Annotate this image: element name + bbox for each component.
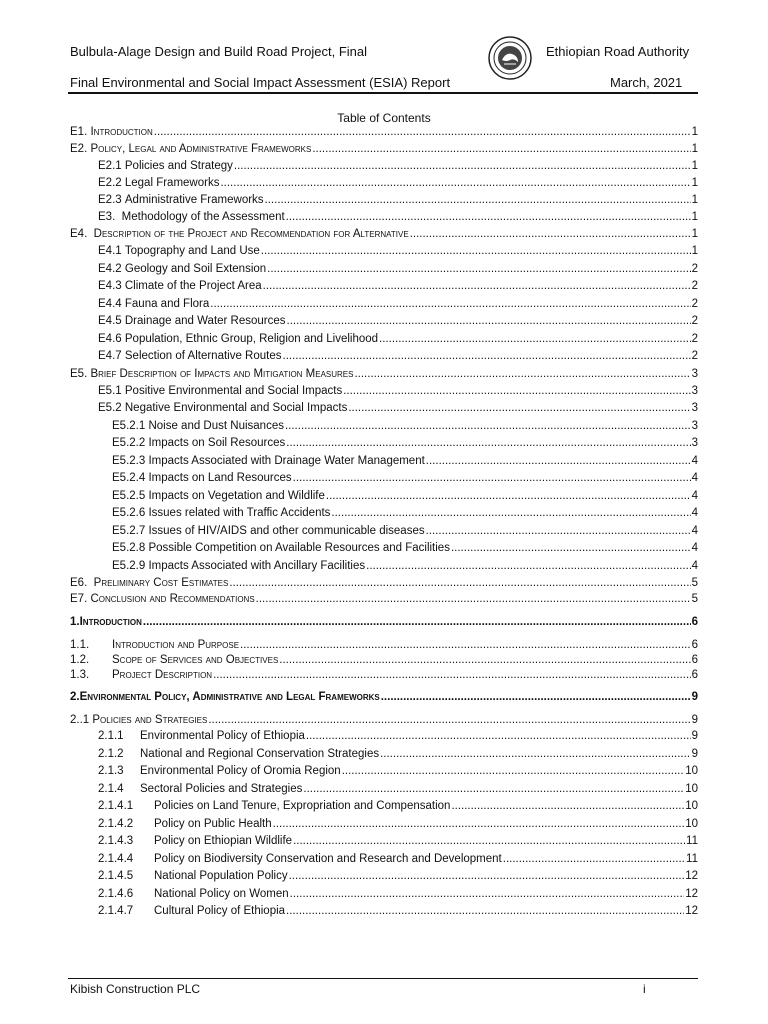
- toc-entry-number: E5.2.5: [112, 490, 146, 502]
- toc-entry-number: 2.1.4.2: [98, 818, 134, 830]
- toc-entry-number: E4.1: [98, 245, 122, 257]
- toc-entry-number: E4.2: [98, 263, 122, 275]
- toc-entry-chapter[interactable]: [70, 689, 698, 706]
- toc-entry-label: Scope of Services and Objectives: [112, 654, 279, 666]
- toc-entry-label: Introduction and Purpose: [112, 639, 240, 651]
- toc-entry-number: 2..1: [70, 714, 90, 726]
- toc-entry-number: E4.3: [98, 280, 122, 292]
- toc-entry-number: E2.2: [98, 177, 122, 189]
- toc-entry-page: 12: [685, 870, 698, 882]
- toc-entry-number: 1.: [70, 616, 80, 628]
- toc-entry-number: E3.: [98, 211, 116, 223]
- toc-entry-number: E5.2.8: [112, 542, 146, 554]
- toc-entry-page: 4: [691, 542, 698, 554]
- toc-entry-page: 12: [685, 888, 698, 900]
- toc-entry[interactable]: [98, 851, 698, 868]
- toc-entry-label: Sectoral Policies and Strategies: [140, 783, 303, 795]
- toc-entry-number: 2.1.2: [98, 748, 124, 760]
- toc-entry-number: 1.2.: [70, 654, 90, 666]
- toc-entry-number: E2.3: [98, 194, 122, 206]
- toc-entry-label: Policies and Strategy: [124, 160, 233, 172]
- toc-entry-number: E5.2.9: [112, 560, 146, 572]
- toc-entry[interactable]: [112, 453, 698, 470]
- toc-entry-label: Fauna and Flora: [124, 298, 210, 310]
- toc-leader: [293, 470, 691, 487]
- toc-entry-page: 9: [691, 714, 698, 726]
- toc-entry-number: E5.2: [98, 402, 122, 414]
- toc-entry-number: E6.: [70, 577, 88, 589]
- toc-leader: [426, 523, 691, 540]
- toc-entry-page: 4: [691, 490, 698, 502]
- toc-entry-page: 5: [691, 577, 698, 589]
- toc-entry-page: 10: [685, 818, 698, 830]
- toc-entry-number: E5.2.4: [112, 472, 146, 484]
- toc-entry-page: 10: [685, 800, 698, 812]
- toc-entry-page: 4: [691, 525, 698, 537]
- toc-leader: [283, 348, 691, 365]
- toc-entry[interactable]: [70, 575, 698, 592]
- toc-entry-label: Environmental Policy of Oromia Region: [140, 765, 341, 777]
- toc-entry-number: 2.1.1: [98, 730, 124, 742]
- toc-entry-number: E4.7: [98, 350, 122, 362]
- toc-entry[interactable]: [112, 505, 698, 522]
- toc-entry-page: 6: [691, 639, 698, 651]
- toc-leader: [154, 124, 691, 141]
- toc-leader: [354, 366, 690, 383]
- toc-leader: [293, 833, 685, 850]
- toc-entry-label: Description of the Project and Recommendation for Alternative: [93, 228, 409, 240]
- toc-leader: [286, 435, 690, 452]
- toc-entry-label: Preliminary Cost Estimates: [93, 577, 229, 589]
- toc-entry-label: Environmental Policy of Ethiopia: [140, 730, 305, 742]
- toc-entry-number: E2.1: [98, 160, 122, 172]
- toc-entry-page: 2: [691, 333, 698, 345]
- toc-entry[interactable]: [98, 331, 698, 348]
- toc-entry-page: 1: [691, 228, 698, 240]
- toc-leader: [503, 851, 685, 868]
- header-authority: Ethiopian Road Authority: [546, 44, 690, 59]
- toc-entry[interactable]: [98, 781, 698, 798]
- toc-leader: [306, 728, 691, 745]
- toc-entry-page: 3: [691, 420, 698, 432]
- toc-leader: [451, 540, 691, 557]
- toc-leader: [287, 313, 691, 330]
- toc-entry-page: 2: [691, 315, 698, 327]
- toc-entry-page: 2: [691, 298, 698, 310]
- toc-entry-number: 2.1.3: [98, 765, 124, 777]
- toc-entry-page: 4: [691, 507, 698, 519]
- toc-entry[interactable]: [98, 243, 698, 260]
- toc-leader: [331, 505, 690, 522]
- toc-leader: [410, 226, 691, 243]
- toc-leader: [426, 453, 691, 470]
- toc-entry-label: Topography and Land Use: [124, 245, 260, 257]
- toc-entry-number: E5.2.7: [112, 525, 146, 537]
- toc-entry-label: Drainage and Water Resources: [124, 315, 286, 327]
- toc-entry-label: Noise and Dust Nuisances: [148, 420, 284, 432]
- toc-leader: [451, 798, 684, 815]
- toc-entry-page: 10: [685, 783, 698, 795]
- toc-entry-label: Selection of Alternative Routes: [124, 350, 282, 362]
- toc-entry-label: National and Regional Conservation Strategies: [140, 748, 380, 760]
- toc-leader: [273, 816, 685, 833]
- toc-entry[interactable]: [70, 366, 698, 383]
- toc-entry-page: 1: [691, 245, 698, 257]
- toc-entry-number: E4.: [70, 228, 88, 240]
- toc-entry-page: 1: [691, 126, 698, 138]
- toc-entry-label: Impacts Associated with Ancillary Facilities: [148, 560, 366, 572]
- header-date: March, 2021: [610, 75, 683, 90]
- toc-entry[interactable]: [112, 418, 698, 435]
- toc-entry[interactable]: [70, 591, 698, 608]
- toc-entry-label: Legal Frameworks: [124, 177, 220, 189]
- toc-entry-page: 1: [691, 160, 698, 172]
- toc-leader: [143, 614, 691, 631]
- toc-entry-label: Introduction: [90, 126, 153, 138]
- toc-leader: [234, 158, 691, 175]
- toc-entry-page: 11: [686, 853, 698, 865]
- toc-entry[interactable]: [112, 523, 698, 540]
- toc-entry[interactable]: [98, 348, 698, 365]
- toc-entry-page: 4: [691, 472, 698, 484]
- toc-entry[interactable]: [98, 728, 698, 745]
- toc-entry-page: 6: [691, 669, 698, 681]
- toc-leader: [265, 192, 691, 209]
- toc-entry-label: Environmental Policy, Administrative and Legal Frameworks: [79, 691, 380, 703]
- toc-entry-page: 3: [691, 368, 698, 380]
- toc-entry[interactable]: [98, 313, 698, 330]
- toc-leader: [285, 418, 691, 435]
- toc-entry[interactable]: [98, 209, 698, 226]
- toc-entry-page: 1: [691, 143, 698, 155]
- toc-entry-number: E4.6: [98, 333, 122, 345]
- toc-entry-page: 2: [691, 280, 698, 292]
- toc-entry-label: Issues of HIV/AIDS and other communicable diseases: [148, 525, 425, 537]
- toc-entry-label: Policy, Legal and Administrative Frameworks: [90, 143, 312, 155]
- toc-entry-page: 10: [685, 765, 698, 777]
- toc-entry-number: E2.: [70, 143, 88, 155]
- toc-entry-page: 5: [691, 593, 698, 605]
- toc-entry-number: 2.1.4.5: [98, 870, 134, 882]
- toc-entry-label: Cultural Policy of Ethiopia: [154, 905, 286, 917]
- toc-entry-label: Impacts on Soil Resources: [148, 437, 286, 449]
- toc-entry-page: 4: [691, 560, 698, 572]
- toc-entry[interactable]: [98, 192, 698, 209]
- toc-entry-page: 1: [691, 211, 698, 223]
- toc-entry-page: 4: [691, 455, 698, 467]
- toc-entry-label: Issues related with Traffic Accidents: [148, 507, 331, 519]
- toc-entry-number: E7.: [70, 593, 88, 605]
- toc-entry[interactable]: [98, 296, 698, 313]
- toc-entry-label: Methodology of the Assessment: [121, 211, 285, 223]
- toc-entry[interactable]: [98, 261, 698, 278]
- toc-entry-label: Project Description: [112, 669, 213, 681]
- toc-entry-label: Impacts on Vegetation and Wildlife: [148, 490, 325, 502]
- toc-entry-number: 1.3.: [70, 669, 90, 681]
- toc-leader: [303, 781, 684, 798]
- toc-entry-page: 6: [691, 616, 698, 628]
- toc-entry-page: 3: [691, 385, 698, 397]
- toc-leader: [267, 261, 690, 278]
- toc-leader: [210, 296, 690, 313]
- toc-entry[interactable]: [70, 141, 698, 158]
- header-project: Bulbula-Alage Design and Build Road Project, Final: [70, 44, 368, 59]
- toc-entry-label: Policy on Biodiversity Conservation and Research and Development: [154, 853, 502, 865]
- toc-entry-number: E5.2.6: [112, 507, 146, 519]
- toc-entry-number: E5.2.3: [112, 455, 146, 467]
- toc-entry-number: E5.: [70, 368, 88, 380]
- toc-leader: [381, 689, 691, 706]
- toc-entry[interactable]: [98, 383, 698, 400]
- toc-leader: [286, 903, 684, 920]
- toc-entry-label: Administrative Frameworks: [124, 194, 264, 206]
- toc-entry[interactable]: [98, 903, 698, 920]
- toc-leader: [263, 278, 691, 295]
- header-divider: [68, 92, 698, 94]
- toc-entry-page: 9: [691, 748, 698, 760]
- toc-entry-page: 3: [691, 402, 698, 414]
- toc-leader: [366, 558, 690, 575]
- toc-entry-label: National Policy on Women: [154, 888, 289, 900]
- toc-entry[interactable]: [98, 278, 698, 295]
- toc-entry-label: National Population Policy: [154, 870, 288, 882]
- toc-leader: [261, 243, 691, 260]
- toc-entry-number: E4.4: [98, 298, 122, 310]
- toc-entry[interactable]: [70, 226, 698, 243]
- toc-entry-number: 1.1.: [70, 639, 90, 651]
- toc-entry-number: E5.2.1: [112, 420, 146, 432]
- toc-leader: [208, 712, 690, 729]
- toc-leader: [326, 488, 691, 505]
- toc-leader: [256, 591, 691, 608]
- footer-divider: [68, 978, 698, 979]
- footer-company: Kibish Construction PLC: [70, 982, 201, 996]
- toc-entry-label: Negative Environmental and Social Impacts: [124, 402, 348, 414]
- toc-entry-label: Conclusion and Recommendations: [90, 593, 255, 605]
- toc-entry-page: 2: [691, 263, 698, 275]
- toc-entry-page: 2: [691, 350, 698, 362]
- toc-entry[interactable]: [112, 488, 698, 505]
- toc-entry-number: E5.2.2: [112, 437, 146, 449]
- toc-entry-label: Policies and Strategies: [92, 714, 208, 726]
- toc-entry-page: 1: [691, 194, 698, 206]
- toc-entry[interactable]: [98, 400, 698, 417]
- toc-title: Table of Contents: [337, 111, 431, 125]
- toc-entry[interactable]: [98, 868, 698, 885]
- toc-entry-label: Population, Ethnic Group, Religion and Livelihood: [124, 333, 379, 345]
- toc-entry[interactable]: [70, 124, 698, 141]
- toc-entry-page: 9: [691, 691, 698, 703]
- toc-leader: [229, 575, 690, 592]
- toc-entry-label: Policies on Land Tenure, Expropriation and Compensation: [154, 800, 451, 812]
- toc-entry[interactable]: [112, 435, 698, 452]
- toc-entry-number: 2.1.4.7: [98, 905, 134, 917]
- toc-entry-label: Impacts Associated with Drainage Water Management: [148, 455, 425, 467]
- toc-entry[interactable]: [98, 833, 698, 850]
- toc-entry-label: Policy on Ethiopian Wildlife: [154, 835, 293, 847]
- toc-entry[interactable]: [112, 540, 698, 557]
- toc-entry-page: 9: [691, 730, 698, 742]
- toc-entry-label: Positive Environmental and Social Impacts: [124, 385, 343, 397]
- toc-entry-page: 3: [691, 437, 698, 449]
- toc-entry-label: Brief Description of Impacts and Mitigation Measures: [90, 368, 354, 380]
- toc-entry[interactable]: [98, 886, 698, 903]
- toc-entry-page: 1: [691, 177, 698, 189]
- toc-entry-label: Policy on Public Health: [154, 818, 272, 830]
- toc-entry-number: 2.1.4: [98, 783, 124, 795]
- toc-entry-label: Geology and Soil Extension: [124, 263, 267, 275]
- toc-leader: [343, 383, 690, 400]
- toc-leader: [348, 400, 690, 417]
- toc-entry-number: 2.1.4.3: [98, 835, 134, 847]
- toc-leader: [342, 763, 685, 780]
- toc-entry[interactable]: [112, 470, 698, 487]
- toc-entry-label: Introduction: [79, 616, 142, 628]
- toc-entry[interactable]: [98, 175, 698, 192]
- toc-entry-number: 2.: [70, 691, 80, 703]
- toc-entry[interactable]: [70, 667, 698, 684]
- toc-entry[interactable]: [98, 158, 698, 175]
- toc-entry[interactable]: [98, 798, 698, 815]
- toc-entry-label: Impacts on Land Resources: [148, 472, 292, 484]
- toc-entry-number: 2.1.4.6: [98, 888, 134, 900]
- toc-entry-label: Climate of the Project Area: [124, 280, 262, 292]
- toc-leader: [220, 175, 690, 192]
- toc-entry-chapter[interactable]: [70, 614, 698, 631]
- toc-entry[interactable]: [98, 763, 698, 780]
- toc-entry-page: 6: [691, 654, 698, 666]
- toc-leader: [380, 746, 691, 763]
- toc-leader: [289, 868, 685, 885]
- toc-entry-number: E4.5: [98, 315, 122, 327]
- header-report-title: Final Environmental and Social Impact Assessment (ESIA) Report: [70, 75, 451, 90]
- toc-leader: [286, 209, 691, 226]
- toc-entry-number: E1.: [70, 126, 88, 138]
- toc-entry[interactable]: [98, 746, 698, 763]
- toc-entry-number: 2.1.4.4: [98, 853, 134, 865]
- footer-page-number: i: [643, 982, 646, 996]
- authority-seal-logo: [488, 36, 532, 80]
- toc-entry-label: Possible Competition on Available Resources and Facilities: [148, 542, 450, 554]
- toc-entry[interactable]: [98, 816, 698, 833]
- toc-leader: [312, 141, 690, 158]
- toc-leader: [379, 331, 691, 348]
- toc-entry-page: 12: [685, 905, 698, 917]
- toc-entry-number: E5.1: [98, 385, 122, 397]
- toc-entry-number: 2.1.4.1: [98, 800, 134, 812]
- toc-entry[interactable]: [112, 558, 698, 575]
- toc-entry-page: 11: [686, 835, 698, 847]
- toc-entry[interactable]: [70, 712, 698, 729]
- toc-leader: [213, 667, 691, 684]
- toc-leader: [290, 886, 685, 903]
